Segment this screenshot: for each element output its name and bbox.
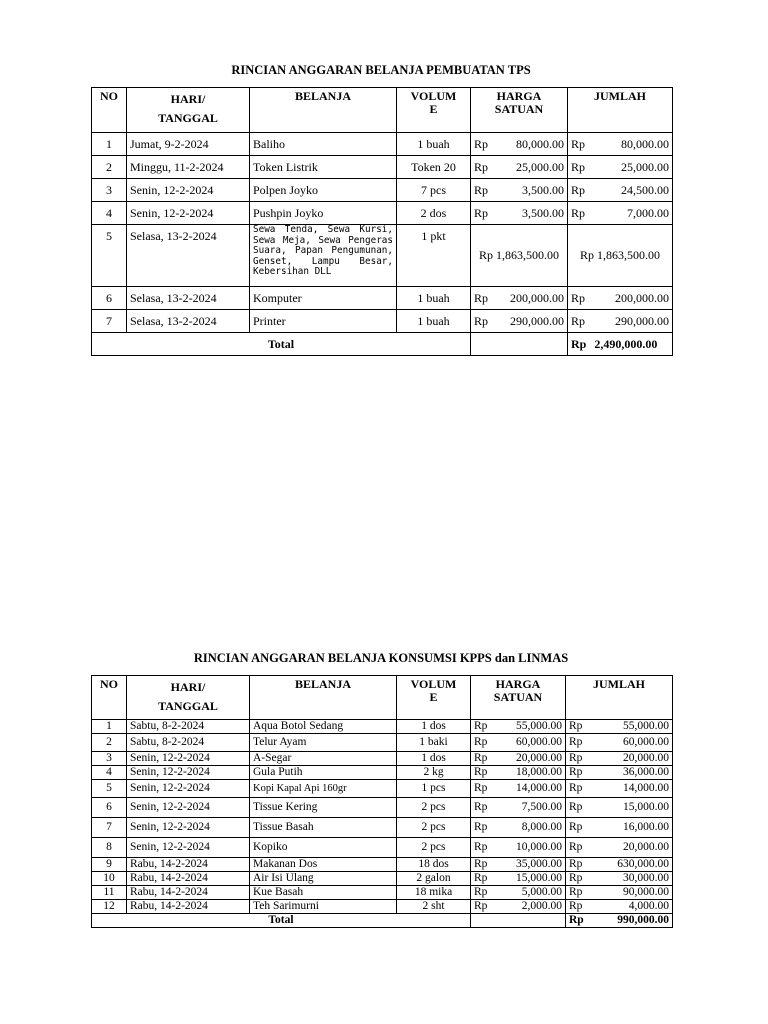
table-row xyxy=(92,872,673,886)
row-item: Aqua Botol Sedang xyxy=(250,720,397,734)
total-label: Total xyxy=(92,914,471,928)
row-price: Rp 290,000.00 xyxy=(471,310,568,333)
row-volume: 1 dos xyxy=(397,720,471,734)
row-total: Rp 90,000.00 xyxy=(566,886,673,900)
row-volume: 2 pcs xyxy=(397,798,471,818)
row-no: 1 xyxy=(92,720,127,734)
row-no: 4 xyxy=(92,766,127,780)
table-row xyxy=(92,310,673,333)
row-volume: 1 pkt xyxy=(397,225,471,287)
row-total: Rp 20,000.00 xyxy=(566,838,673,858)
row-no: 7 xyxy=(92,310,127,333)
table1-title: RINCIAN ANGGARAN BELANJA PEMBUATAN TPS xyxy=(231,63,531,77)
row-price: Rp 20,000.00 xyxy=(471,752,566,766)
table-row xyxy=(92,179,673,202)
table-row xyxy=(92,752,673,766)
row-volume: 2 pcs xyxy=(397,818,471,838)
row-date: Senin, 12-2-2024 xyxy=(127,798,250,818)
header-hari-tanggal: HARI/ TANGGAL xyxy=(127,88,250,133)
row-date: Sabtu, 8-2-2024 xyxy=(127,720,250,734)
row-no: 2 xyxy=(92,156,127,179)
row-date: Rabu, 14-2-2024 xyxy=(127,858,250,872)
row-date: Senin, 12-2-2024 xyxy=(127,780,250,798)
row-item: Tissue Kering xyxy=(250,798,397,818)
row-no: 11 xyxy=(92,886,127,900)
header-volume: VOLUM E xyxy=(397,88,471,133)
row-item: Gula Putih xyxy=(250,766,397,780)
row-price: Rp 7,500.00 xyxy=(471,798,566,818)
header-no: NO xyxy=(92,88,127,133)
row-no: 8 xyxy=(92,838,127,858)
header-volume: VOLUM E xyxy=(397,676,471,720)
row-volume: 1 dos xyxy=(397,752,471,766)
row-volume: 18 mika xyxy=(397,886,471,900)
row-price: Rp 18,000.00 xyxy=(471,766,566,780)
row-price: Rp 8,000.00 xyxy=(471,818,566,838)
row-price: Rp 1,863,500.00 xyxy=(471,225,568,287)
row-date: Sabtu, 8-2-2024 xyxy=(127,734,250,752)
table-row xyxy=(92,225,673,287)
row-item: Kopiko xyxy=(250,838,397,858)
row-item: Makanan Dos xyxy=(250,858,397,872)
row-no: 5 xyxy=(92,225,127,287)
row-price: Rp 55,000.00 xyxy=(471,720,566,734)
table1-header-row xyxy=(92,88,673,133)
table-row xyxy=(92,858,673,872)
table-row xyxy=(92,133,673,156)
row-no: 5 xyxy=(92,780,127,798)
row-price: Rp 25,000.00 xyxy=(471,156,568,179)
row-item: Komputer xyxy=(250,287,397,310)
row-no: 4 xyxy=(92,202,127,225)
row-date: Senin, 12-2-2024 xyxy=(127,838,250,858)
row-volume: 1 buah xyxy=(397,287,471,310)
row-price: Rp 15,000.00 xyxy=(471,872,566,886)
table-row xyxy=(92,838,673,858)
row-volume: 1 buah xyxy=(397,133,471,156)
row-date: Rabu, 14-2-2024 xyxy=(127,872,250,886)
row-price: Rp 3,500.00 xyxy=(471,179,568,202)
grand-total: Rp 990,000.00 xyxy=(566,914,673,928)
row-no: 6 xyxy=(92,798,127,818)
grand-total: Rp 2,490,000.00 xyxy=(568,333,673,356)
header-hari-tanggal: HARI/ TANGGAL xyxy=(127,676,250,720)
header-belanja: BELANJA xyxy=(250,88,397,133)
table-row xyxy=(92,798,673,818)
row-total: Rp 24,500.00 xyxy=(568,179,673,202)
row-date: Selasa, 13-2-2024 xyxy=(127,310,250,333)
header-belanja: BELANJA xyxy=(250,676,397,720)
row-item: Pushpin Joyko xyxy=(250,202,397,225)
row-no: 9 xyxy=(92,858,127,872)
row-volume: 2 dos xyxy=(397,202,471,225)
row-no: 12 xyxy=(92,900,127,914)
row-no: 10 xyxy=(92,872,127,886)
row-date: Senin, 12-2-2024 xyxy=(127,179,250,202)
row-volume: 1 buah xyxy=(397,310,471,333)
row-no: 2 xyxy=(92,734,127,752)
row-price: Rp 80,000.00 xyxy=(471,133,568,156)
row-total: Rp 200,000.00 xyxy=(568,287,673,310)
row-item: Sewa Tenda, Sewa Kursi, Sewa Meja, Sewa Pengeras Suara, Papan Pengumunan, Genset, Lampu Besar, Kebersihan DLL xyxy=(250,225,397,287)
row-price: Rp 5,000.00 xyxy=(471,886,566,900)
row-volume: 1 baki xyxy=(397,734,471,752)
row-item: Baliho xyxy=(250,133,397,156)
row-volume: 2 pcs xyxy=(397,838,471,858)
table-row xyxy=(92,780,673,798)
row-price: Rp 200,000.00 xyxy=(471,287,568,310)
total-empty-cell xyxy=(471,333,568,356)
row-item: A-Segar xyxy=(250,752,397,766)
row-item: Polpen Joyko xyxy=(250,179,397,202)
table2-header-row xyxy=(92,676,673,720)
row-date: Selasa, 13-2-2024 xyxy=(127,287,250,310)
row-date: Selasa, 13-2-2024 xyxy=(127,225,250,287)
row-volume: 2 galon xyxy=(397,872,471,886)
table-row xyxy=(92,886,673,900)
row-price: Rp 35,000.00 xyxy=(471,858,566,872)
table-row xyxy=(92,202,673,225)
row-date: Minggu, 11-2-2024 xyxy=(127,156,250,179)
table-row xyxy=(92,287,673,310)
row-volume: 18 dos xyxy=(397,858,471,872)
row-price: Rp 10,000.00 xyxy=(471,838,566,858)
row-price: Rp 14,000.00 xyxy=(471,780,566,798)
row-item: Tissue Basah xyxy=(250,818,397,838)
header-no: NO xyxy=(92,676,127,720)
row-price: Rp 3,500.00 xyxy=(471,202,568,225)
table2-total-row xyxy=(92,914,673,928)
table-row xyxy=(92,734,673,752)
row-no: 7 xyxy=(92,818,127,838)
row-total: Rp 290,000.00 xyxy=(568,310,673,333)
table-row xyxy=(92,818,673,838)
row-price: Rp 60,000.00 xyxy=(471,734,566,752)
row-no: 3 xyxy=(92,752,127,766)
row-item: Telur Ayam xyxy=(250,734,397,752)
row-total: Rp 60,000.00 xyxy=(566,734,673,752)
table2-title: RINCIAN ANGGARAN BELANJA KONSUMSI KPPS dan LINMAS xyxy=(193,651,569,665)
row-total: Rp 30,000.00 xyxy=(566,872,673,886)
row-date: Rabu, 14-2-2024 xyxy=(127,900,250,914)
row-volume: 7 pcs xyxy=(397,179,471,202)
row-total: Rp 1,863,500.00 xyxy=(568,225,673,287)
row-item: Teh Sarimurni xyxy=(250,900,397,914)
row-date: Senin, 12-2-2024 xyxy=(127,766,250,780)
row-item: Kopi Kapal Api 160gr xyxy=(250,780,397,798)
row-date: Senin, 12-2-2024 xyxy=(127,818,250,838)
row-total: Rp 15,000.00 xyxy=(566,798,673,818)
row-total: Rp 80,000.00 xyxy=(568,133,673,156)
row-volume: Token 20 xyxy=(397,156,471,179)
row-item: Token Listrik xyxy=(250,156,397,179)
table-row xyxy=(92,900,673,914)
row-date: Senin, 12-2-2024 xyxy=(127,202,250,225)
row-total: Rp 20,000.00 xyxy=(566,752,673,766)
header-jumlah: JUMLAH xyxy=(566,676,673,720)
row-total: Rp 25,000.00 xyxy=(568,156,673,179)
table-row xyxy=(92,156,673,179)
row-total: Rp 630,000.00 xyxy=(566,858,673,872)
header-harga-satuan: HARGA SATUAN xyxy=(471,676,566,720)
table1-budget-tps xyxy=(91,87,673,356)
total-empty-cell xyxy=(471,914,566,928)
row-total: Rp 16,000.00 xyxy=(566,818,673,838)
table2-budget-konsumsi xyxy=(91,675,673,928)
table-row xyxy=(92,766,673,780)
total-label: Total xyxy=(92,333,471,356)
row-total: Rp 7,000.00 xyxy=(568,202,673,225)
row-volume: 1 pcs xyxy=(397,780,471,798)
row-no: 6 xyxy=(92,287,127,310)
row-item: Kue Basah xyxy=(250,886,397,900)
row-item: Air Isi Ulang xyxy=(250,872,397,886)
row-total: Rp 36,000.00 xyxy=(566,766,673,780)
row-total: Rp 4,000.00 xyxy=(566,900,673,914)
header-jumlah: JUMLAH xyxy=(568,88,673,133)
row-date: Senin, 12-2-2024 xyxy=(127,752,250,766)
row-date: Rabu, 14-2-2024 xyxy=(127,886,250,900)
row-price: Rp 2,000.00 xyxy=(471,900,566,914)
row-no: 1 xyxy=(92,133,127,156)
row-date: Jumat, 9-2-2024 xyxy=(127,133,250,156)
row-item: Printer xyxy=(250,310,397,333)
table1-total-row xyxy=(92,333,673,356)
row-volume: 2 kg xyxy=(397,766,471,780)
header-harga-satuan: HARGA SATUAN xyxy=(471,88,568,133)
row-volume: 2 sht xyxy=(397,900,471,914)
row-total: Rp 55,000.00 xyxy=(566,720,673,734)
table-row xyxy=(92,720,673,734)
row-no: 3 xyxy=(92,179,127,202)
row-total: Rp 14,000.00 xyxy=(566,780,673,798)
